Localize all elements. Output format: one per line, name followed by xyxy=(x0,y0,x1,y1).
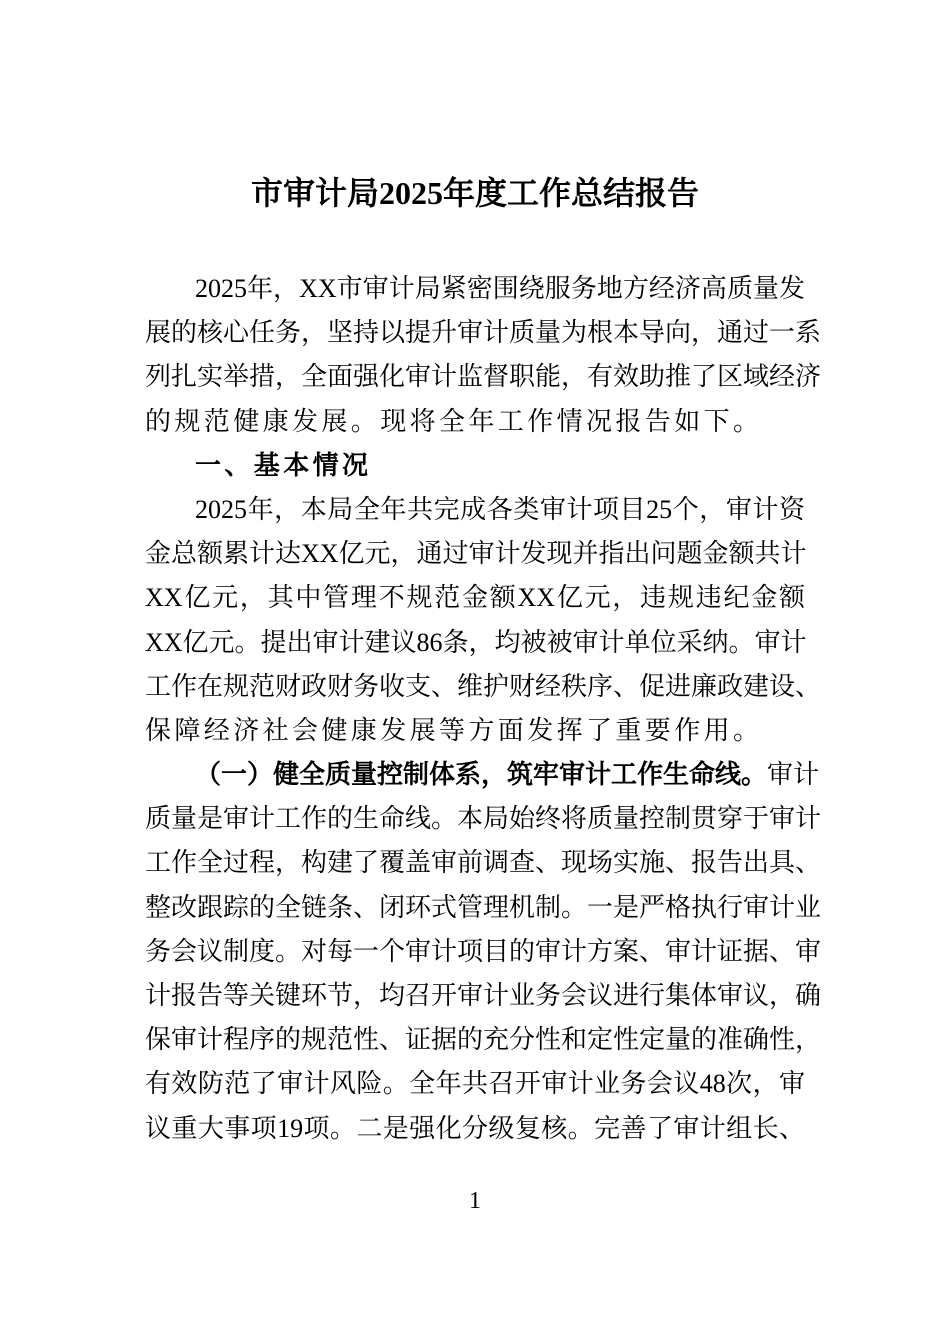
page-number: 1 xyxy=(469,1188,481,1214)
text-line: 2025年，XX市审计局紧密围绕服务地方经济高质量发 xyxy=(195,274,805,303)
document-title: 市审计局2025年度工作总结报告 xyxy=(250,175,699,211)
text-line: 质量是审计工作的生命线。本局始终将质量控制贯穿于审计 xyxy=(145,804,822,834)
text-line: 工作在规范财政财务收支、维护财经秩序、促进廉政建设、 xyxy=(145,671,822,701)
section-heading: 一、基本情况 xyxy=(195,450,372,480)
text-span: 审计 xyxy=(767,760,820,790)
subsection-heading: （一）健全质量控制体系，筑牢审计工作生命线。 xyxy=(195,760,768,790)
text-line: 工作全过程，构建了覆盖审前调查、现场实施、报告出具、 xyxy=(145,848,822,878)
text-line: 保障经济社会健康发展等方面发挥了重要作用。 xyxy=(145,715,763,745)
text-line: XX亿元，其中管理不规范金额XX亿元，违规违纪金额 xyxy=(145,583,805,613)
text-line: 务会议制度。对每一个审计项目的审计方案、审计证据、审 xyxy=(145,936,822,966)
text-line: 有效防范了审计风险。全年共召开审计业务会议48次，审 xyxy=(145,1069,805,1099)
text-line: 整改跟踪的全链条、闭环式管理机制。一是严格执行审计业 xyxy=(145,892,822,922)
text-line: 金总额累计达XX亿元，通过审计发现并指出问题金额共计 xyxy=(145,539,807,569)
text-line: 保审计程序的规范性、证据的充分性和定性定量的准确性， xyxy=(145,1025,822,1055)
text-line: 展的核心任务，坚持以提升审计质量为根本导向，通过一系 xyxy=(145,318,822,348)
text-line: 列扎实举措，全面强化审计监督职能，有效助推了区域经济 xyxy=(145,362,822,392)
text-line: 议重大事项19项。二是强化分级复核。完善了审计组长、 xyxy=(145,1113,805,1143)
document-body xyxy=(145,267,822,1151)
text-line: 计报告等关键环节，均召开审计业务会议进行集体审议，确 xyxy=(145,981,822,1010)
text-line xyxy=(145,753,820,797)
text-line: XX亿元。提出审计建议86条，均被被审计单位采纳。审计 xyxy=(145,627,807,657)
text-line: 2025年，本局全年共完成各类审计项目25个，审计资 xyxy=(195,494,805,524)
text-line: 的规范健康发展。现将全年工作情况报告如下。 xyxy=(145,406,763,436)
